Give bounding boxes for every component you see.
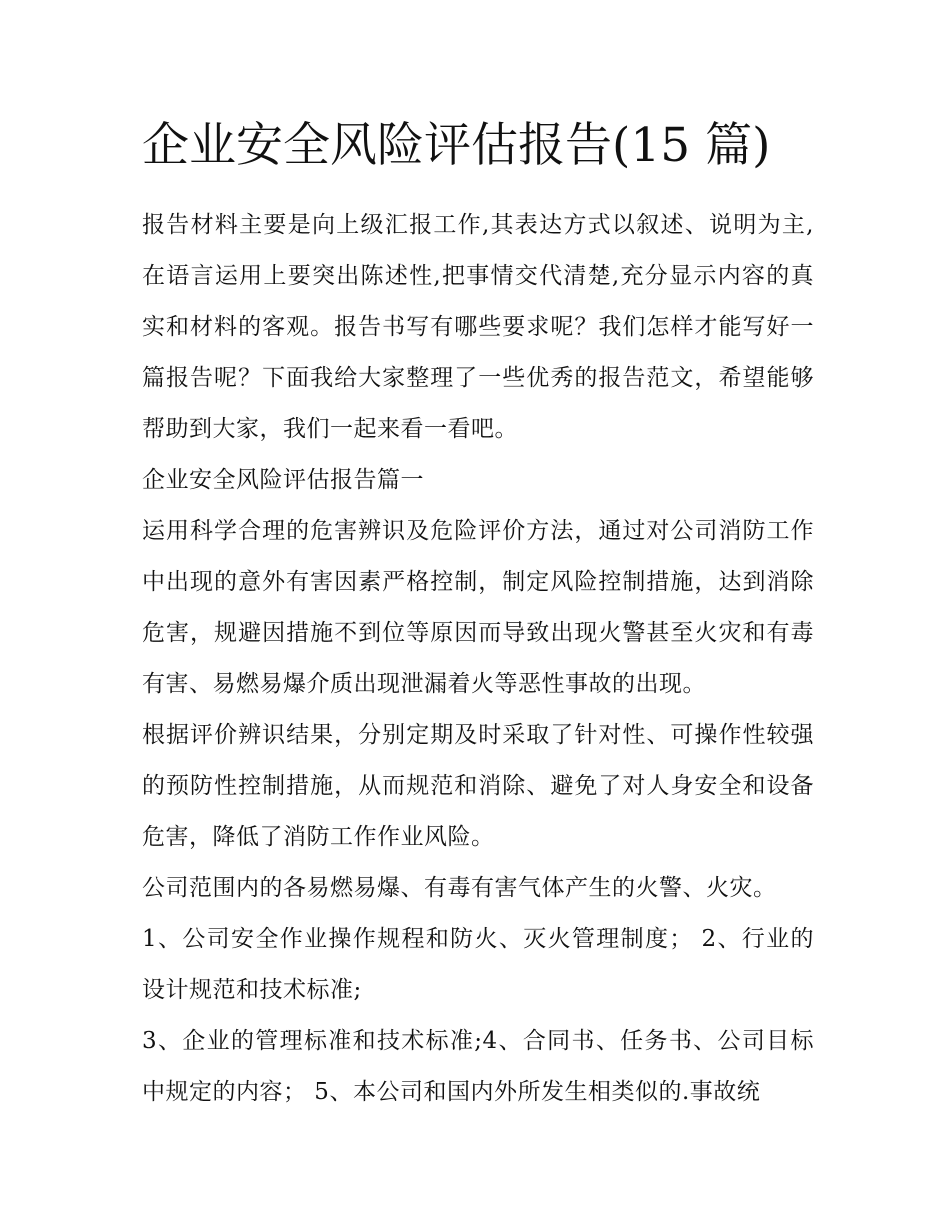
intro-paragraph: 报告材料主要是向上级汇报工作,其表达方式以叙述、说明为主,在语言运用上要突出陈述性,把事情交代清楚,充分显示内容的真实和材料的客观。报告书写有哪些要求呢？我们怎样才能写好一篇报告呢？下面我给大家整理了一些优秀的报告范文，希望能够帮助到大家，我们一起来看一看吧。 — [142, 212, 814, 442]
body-paragraph: 根据评价辨识结果，分别定期及时采取了针对性、可操作性较强的预防性控制措施，从而规范和消除、避免了对人身安全和设备危害，降低了消防工作作业风险。 — [142, 722, 814, 850]
document-title: 企业安全风险评估报告(15 篇) — [142, 118, 771, 173]
section-heading: 企业安全风险评估报告篇一 — [142, 467, 424, 493]
body-paragraph: 运用科学合理的危害辨识及危险评价方法，通过对公司消防工作中出现的意外有害因素严格控制，制定风险控制措施，达到消除危害，规避因措施不到位等原因而导致出现火警甚至火灾和有毒有害、易燃易爆介质出现泄漏着火等恶性事故的出现。 — [142, 518, 814, 697]
body-paragraph: 公司范围内的各易燃易爆、有毒有害气体产生的火警、火灾。 — [142, 875, 777, 901]
document-body — [142, 200, 814, 1118]
list-paragraph: 1、公司安全作业操作规程和防火、灭火管理制度； 2、行业的设计规范和技术标准; — [142, 926, 814, 1003]
list-paragraph: 3、企业的管理标准和技术标准;4、合同书、任务书、公司目标中规定的内容； 5、本公司和国内外所发生相类似的.事故统 — [142, 1028, 814, 1105]
